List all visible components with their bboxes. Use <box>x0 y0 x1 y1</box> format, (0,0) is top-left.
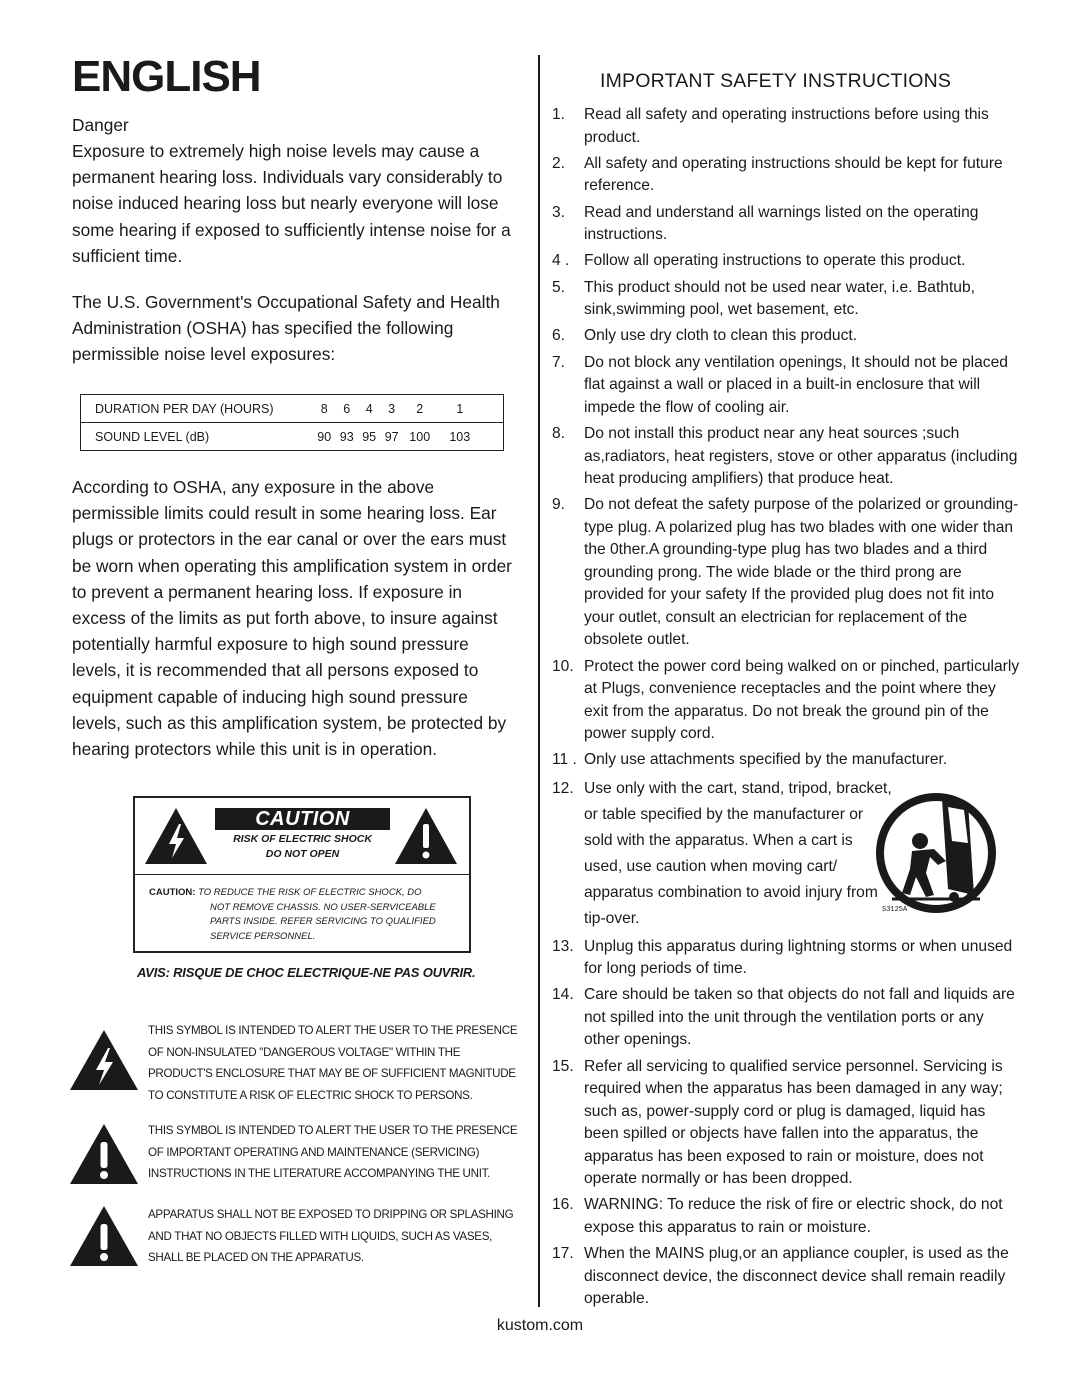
item-text: Only use attachments specified by the manufacturer. <box>584 751 948 769</box>
item-number: 3. <box>552 203 566 221</box>
item-text: Follow all operating instructions to operate this product. <box>584 252 966 270</box>
list-item <box>552 494 1022 652</box>
symbol-description: APPARATUS SHALL NOT BE EXPOSED TO DRIPPING OR SPLASHING AND THAT NO OBJECTS FILLED WITH LIQUIDS, SUCH AS VASES, SHALL BE PLACED ON THE APPARATUS. <box>148 1208 514 1264</box>
item-text: Unplug this apparatus during lightning storms or when unused for long periods of time. <box>584 937 1013 978</box>
table-cell: 100 <box>403 423 437 451</box>
item-number: 5. <box>552 278 566 296</box>
danger-text: Exposure to extremely high noise levels may cause a permanent hearing loss. Individuals vary considerably to noise induced hearing loss but nearly everyone will lose some hearing if exposed to sufficiently intense noise for a sufficient time. <box>72 141 511 266</box>
table-cell: 95 <box>358 423 380 451</box>
list-item <box>552 153 1022 198</box>
exclamation-triangle-icon <box>68 1204 140 1268</box>
symbol-row <box>68 1120 528 1190</box>
list-item <box>552 202 1022 247</box>
item-number: 8. <box>552 425 566 443</box>
caution-line: TO REDUCE THE RISK OF ELECTRIC SHOCK, DO <box>198 887 422 898</box>
list-item <box>552 250 1022 273</box>
item-number: 16. <box>552 1196 574 1214</box>
list-item <box>552 1056 1022 1191</box>
list-item <box>552 277 1022 322</box>
item-number: 10. <box>552 657 574 675</box>
caution-label <box>133 796 471 953</box>
osha-text: According to OSHA, any exposure in the above permissible limits could result in some hearing loss. Ear plugs or protectors in the ear canal or over the ears must be worn when operating this amplification system in order to prevent a permanent hearing loss. If exposure in excess of the limits as put forth above, to insure against potentially harmful exposure to high sound pressure levels, it is recommended that all persons exposed to equipment capable of inducing high sound pressure levels, such as this amplification system, be protected by hearing protectors while this unit is in operation. <box>72 477 512 760</box>
item-number: 17. <box>552 1245 574 1263</box>
table-cell: 2 <box>403 395 437 423</box>
item-text: Care should be taken so that objects do not fall and liquids are not spilled into the unit through the ventilation ports or any other openings. <box>584 986 1015 1049</box>
table-row <box>81 423 504 451</box>
safety-instructions-list <box>552 104 1022 1315</box>
caution-subtitle <box>215 832 390 862</box>
table-cell: 3 <box>380 395 402 423</box>
table-cell: 6 <box>335 395 357 423</box>
list-item <box>552 656 1022 746</box>
item-text: Use only with the cart, stand, tripod, bracket, or table specified by the manufacturer or sold with the apparatus. When a cart is used, use caution when moving cart/ apparatus combination to avoid injury from tip-over. <box>584 779 892 927</box>
danger-label: Danger <box>72 115 129 135</box>
item-number: 11 . <box>552 751 577 769</box>
osha-section <box>72 474 520 762</box>
exclamation-triangle-icon <box>393 806 459 866</box>
footer-url: kustom.com <box>496 1317 584 1334</box>
symbol-description: THIS SYMBOL IS INTENDED TO ALERT THE USER TO THE PRESENCE OF NON-INSULATED "DANGEROUS VOLTAGE" WITHIN THE PRODUCT'S ENCLOSURE THAT MAY BE OF SUFFICIENT MAGNITUDE TO CONSTITUTE A RISK OF ELECTRIC SHOCK TO PERSONS. <box>148 1024 518 1102</box>
caution-line: SERVICE PERSONNEL. <box>210 930 316 942</box>
exclamation-triangle-icon <box>68 1122 140 1186</box>
caution-label-header <box>135 798 469 875</box>
list-item <box>552 984 1022 1052</box>
item-text: Do not block any ventilation openings, It should not be placed flat against a wall or placed in a built-in enclosure that will impede the flow of cooling air. <box>584 353 1008 416</box>
caution-sub-line: RISK OF ELECTRIC SHOCK <box>233 833 372 845</box>
lightning-triangle-icon <box>68 1028 140 1092</box>
item-number: 14. <box>552 986 574 1004</box>
item-text: This product should not be used near water, i.e. Bathtub, sink,swimming pool, wet basement, etc. <box>584 278 975 319</box>
list-item <box>552 749 1022 772</box>
list-item <box>552 325 1022 348</box>
table-row-label: SOUND LEVEL (dB) <box>81 423 314 451</box>
cart-figure-code: S3125A <box>882 906 908 914</box>
list-item <box>552 104 1022 149</box>
item-text: All safety and operating instructions should be kept for future reference. <box>584 154 1003 195</box>
item-number: 12. <box>552 779 574 797</box>
list-item <box>552 1243 1022 1311</box>
item-number: 6. <box>552 327 566 345</box>
caution-lead: CAUTION: <box>149 887 196 898</box>
column-divider <box>538 55 540 1307</box>
caution-banner: CAUTION <box>215 808 390 830</box>
symbol-row <box>68 1204 528 1274</box>
item-text: When the MAINS plug,or an appliance coupler, is used as the disconnect device, the disconnect device shall remain readily operable. <box>584 1245 1009 1308</box>
caution-sub-line: DO NOT OPEN <box>265 848 340 860</box>
table-cell: 4 <box>358 395 380 423</box>
lightning-triangle-icon <box>143 806 209 866</box>
cart-tip-over-warning-icon <box>876 783 996 923</box>
item-number: 13. <box>552 937 574 955</box>
item-text: Refer all servicing to qualified service personnel. Servicing is required when the apparatus has been damaged in any way; such as, power-supply cord or plug is damaged, liquid has been spilled or objects have fallen into the apparatus, the apparatus has been exposed to rain or moisture, does not operate normally or has been dropped. <box>584 1057 1003 1188</box>
caution-line: NOT REMOVE CHASSIS. NO USER-SERVICEABLE <box>210 901 436 913</box>
list-item <box>552 423 1022 491</box>
item-number: 15. <box>552 1057 574 1075</box>
noise-exposure-table <box>80 394 504 451</box>
list-item <box>552 352 1022 420</box>
item-number: 7. <box>552 353 566 371</box>
table-cell: 93 <box>335 423 357 451</box>
item-text: Read all safety and operating instructions before using this product. <box>584 106 989 146</box>
item-text: Read and understand all warnings listed on the operating instructions. <box>584 203 979 244</box>
item-text: WARNING: To reduce the risk of fire or electric shock, do not expose this apparatus to rain or moisture. <box>584 1196 1003 1236</box>
item-number: 2. <box>552 154 566 172</box>
table-cell: 8 <box>313 395 335 423</box>
caution-text <box>149 886 461 944</box>
list-item <box>552 936 1022 981</box>
avis-warning: AVIS: RISQUE DE CHOC ELECTRIQUE-NE PAS OUVRIR. <box>137 965 476 980</box>
page-title: ENGLISH <box>72 52 261 101</box>
table-row <box>81 395 504 423</box>
osha-intro: The U.S. Government's Occupational Safety and Health Administration (OSHA) has specified the following permissible noise level exposures: <box>72 292 500 365</box>
item-text: Do not defeat the safety purpose of the polarized or grounding-type plug. A polarized plug has two blades with one wider than the 0ther.A grounding-type plug has two blades and a third grounding prong. The wide blade or the third prong are provided for your safety If the provided plug does not fit into your outlet, consult an electrician for replacement of the obsolete outlet. <box>584 496 1019 649</box>
caution-line: PARTS INSIDE. REFER SERVICING TO QUALIFIED <box>210 916 436 927</box>
table-row-label: DURATION PER DAY (HOURS) <box>81 395 314 423</box>
table-cell: 103 <box>437 423 504 451</box>
symbol-description: THIS SYMBOL IS INTENDED TO ALERT THE USER TO THE PRESENCE OF IMPORTANT OPERATING AND MAINTENANCE (SERVICING) INSTRUCTIONS IN THE LITERATURE ACCOMPANYING THE UNIT. <box>148 1124 518 1180</box>
table-cell: 90 <box>313 423 335 451</box>
item-number: 1. <box>552 106 566 123</box>
item-text: Only use dry cloth to clean this product. <box>584 327 858 345</box>
list-item <box>552 1194 1022 1239</box>
item-number: 4 . <box>552 252 570 270</box>
safety-instructions-title: IMPORTANT SAFETY INSTRUCTIONS <box>600 70 952 92</box>
symbol-row <box>68 1020 528 1110</box>
item-text: Protect the power cord being walked on or pinched, particularly at Plugs, convenience receptacles and the point where they exit from the apparatus. Do not break the ground pin of the power supply cord. <box>584 657 1020 743</box>
table-cell: 1 <box>437 395 504 423</box>
item-number: 9. <box>552 496 566 514</box>
item-text: Do not install this product near any heat sources ;such as,radiators, heat registers, stove or other apparatus (including heat producing amplifiers) that produce heat. <box>584 425 1018 488</box>
left-column <box>72 112 520 368</box>
table-cell: 97 <box>380 423 402 451</box>
